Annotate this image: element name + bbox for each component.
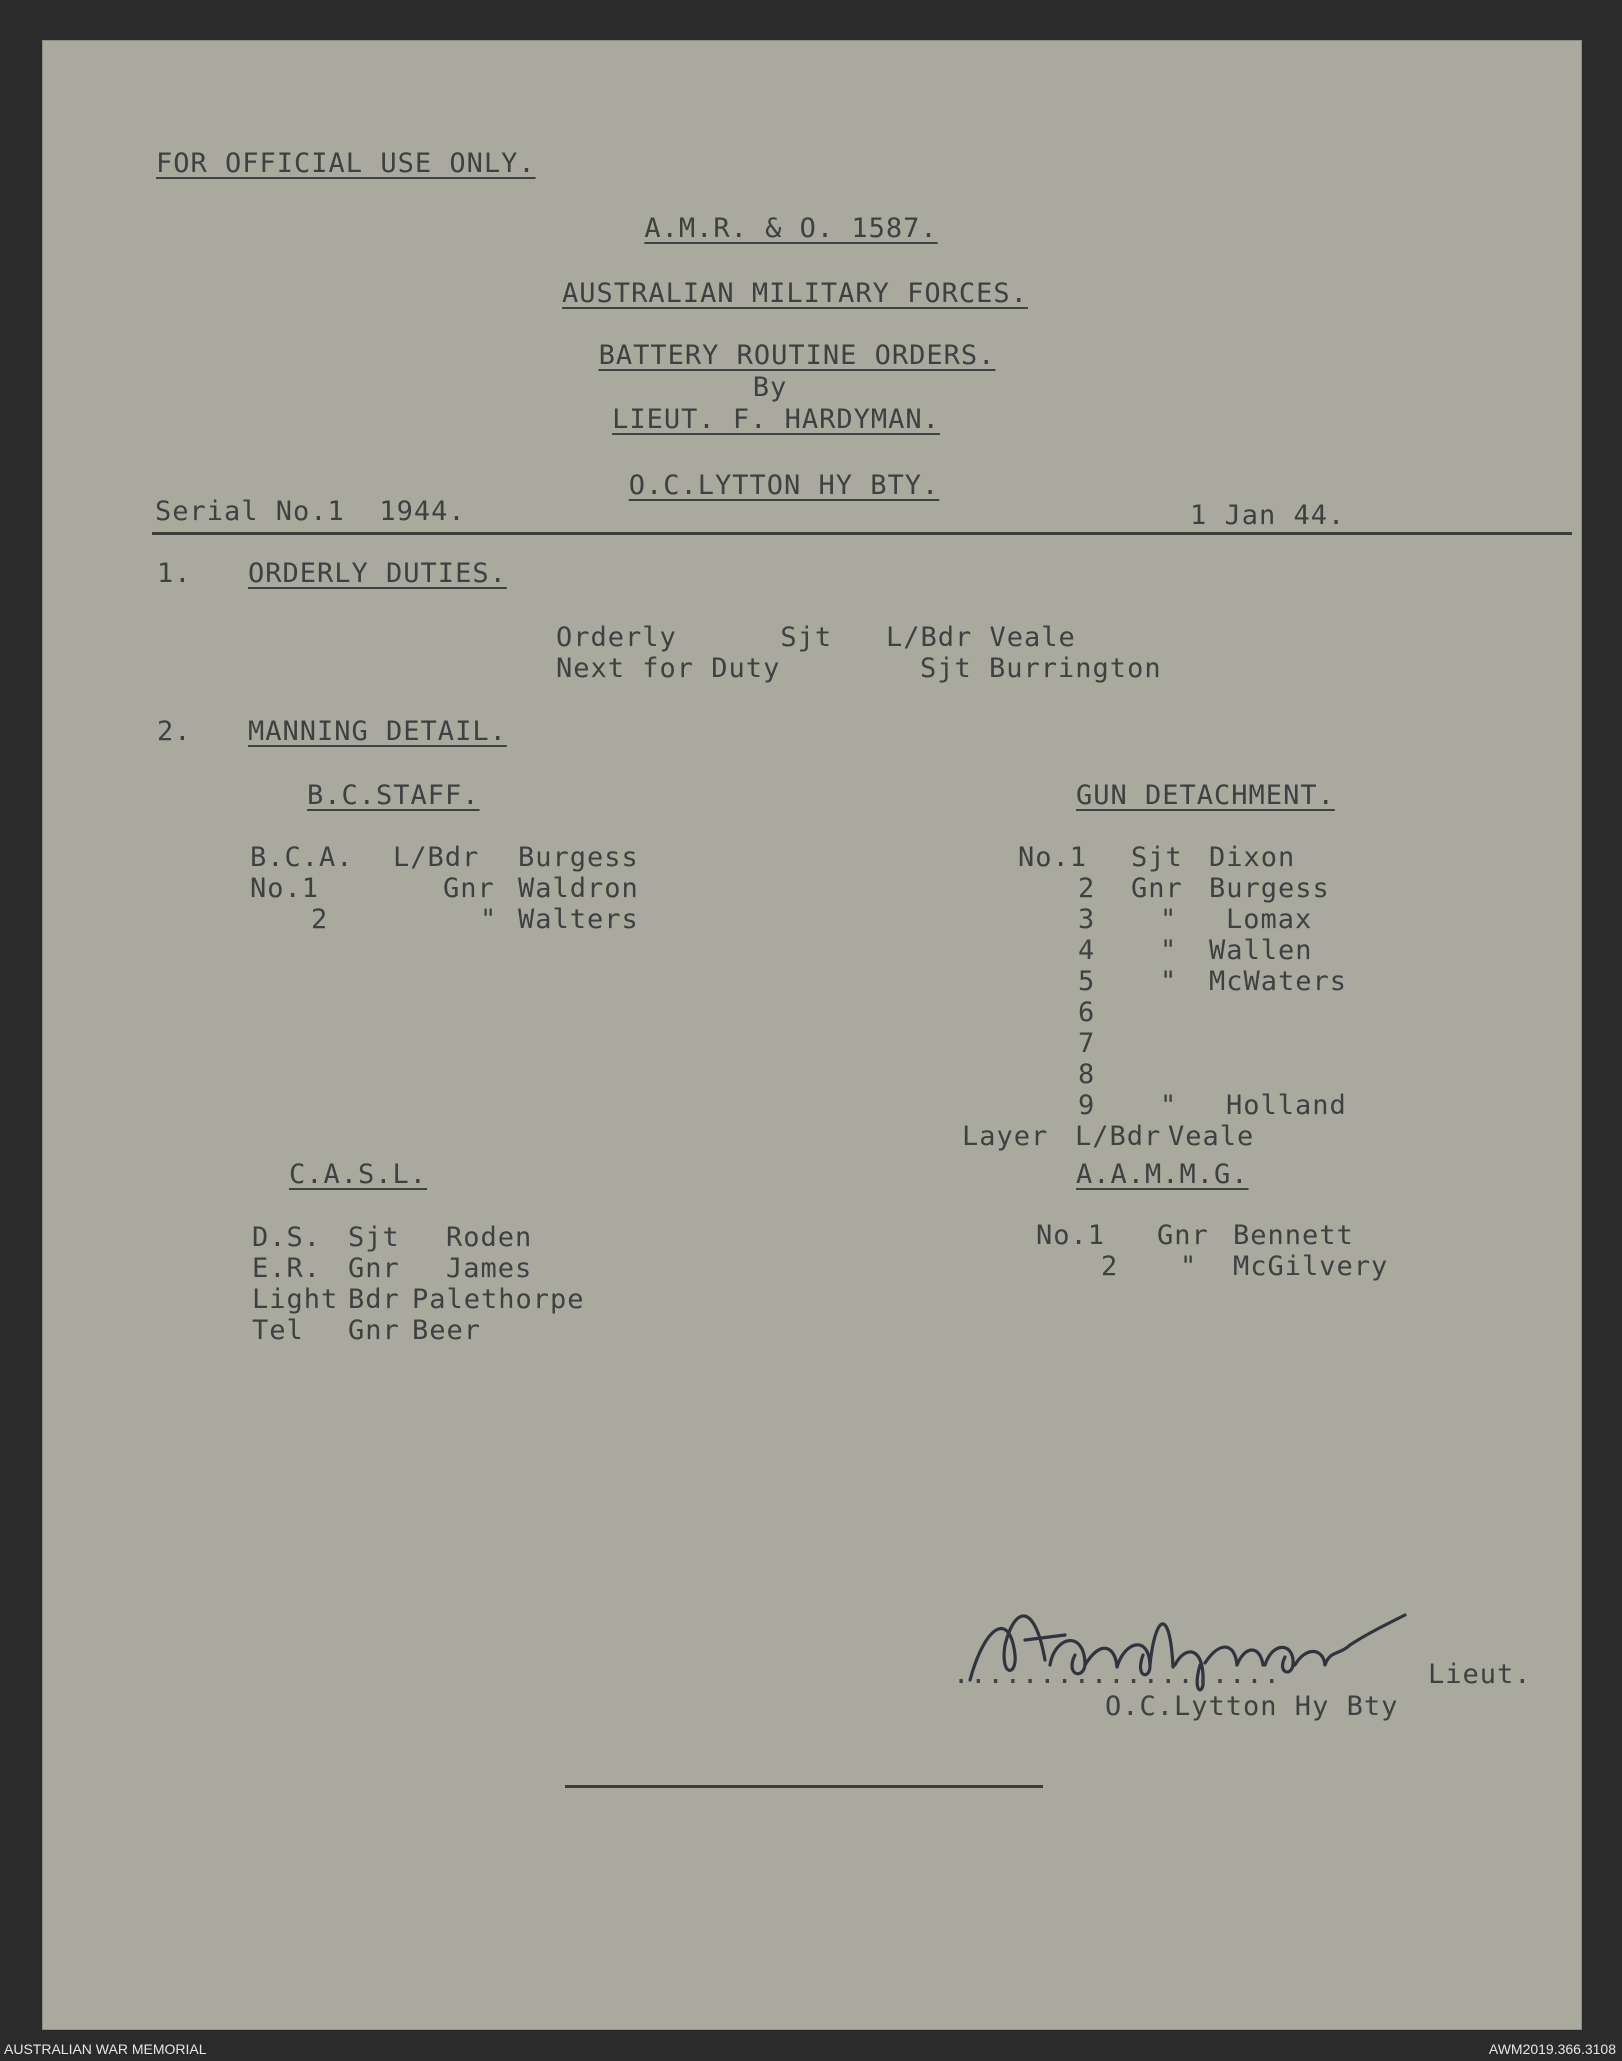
rank: Gnr [1131, 873, 1183, 904]
rank: Gnr [348, 1315, 400, 1346]
name: Veale [1168, 1121, 1255, 1152]
forces-title: AUSTRALIAN MILITARY FORCES. [562, 278, 1028, 309]
duty-role: Next for Duty [556, 653, 781, 684]
casl-title: C.A.S.L. [289, 1159, 428, 1190]
post: 7 [1078, 1028, 1096, 1059]
post: No.1 [1018, 842, 1088, 873]
signature-rank: Lieut. [1428, 1659, 1532, 1690]
post: 8 [1078, 1059, 1096, 1090]
name: James [446, 1253, 533, 1284]
post: Layer [962, 1121, 1049, 1152]
section-title: MANNING DETAIL. [248, 716, 507, 747]
rank: Gnr [443, 873, 495, 904]
post: B.C.A. [250, 842, 354, 873]
closing-rule [565, 1785, 1043, 1788]
name: Waldron [518, 873, 639, 904]
duty-name: Sjt Burrington [920, 653, 1162, 684]
rank: " [1160, 1090, 1178, 1121]
post: 6 [1078, 997, 1096, 1028]
name: Holland [1226, 1090, 1347, 1121]
name: Roden [446, 1222, 533, 1253]
name: Dixon [1209, 842, 1296, 873]
orders-title: BATTERY ROUTINE ORDERS. [598, 340, 996, 371]
name: Lomax [1226, 904, 1313, 935]
archive-footer-left: AUSTRALIAN WAR MEMORIAL [4, 2041, 207, 2057]
duty-name: L/Bdr Veale [886, 622, 1076, 653]
gun-detachment-title: GUN DETACHMENT. [1076, 780, 1335, 811]
by-line: By [752, 372, 788, 403]
name: Beer [412, 1315, 482, 1346]
form-reference: A.M.R. & O. 1587. [644, 213, 938, 244]
post: 3 [1078, 904, 1096, 935]
section-number: 2. [157, 716, 192, 747]
post: 2 [1078, 873, 1096, 904]
rank: " [1160, 904, 1178, 935]
section-number: 1. [157, 558, 192, 589]
name: Burgess [518, 842, 639, 873]
signature-dots: ................... [953, 1659, 1281, 1690]
post: 5 [1078, 966, 1096, 997]
name: McWaters [1209, 966, 1348, 997]
rank: Bdr [348, 1284, 400, 1315]
name: Wallen [1209, 935, 1313, 966]
document-page [42, 40, 1582, 2030]
name: Walters [518, 904, 639, 935]
signature-unit: O.C.Lytton Hy Bty [1105, 1691, 1399, 1722]
rank: Sjt [348, 1222, 400, 1253]
post: 2 [1101, 1251, 1119, 1282]
rank: " [480, 904, 498, 935]
rank: " [1160, 966, 1178, 997]
post: D.S. [252, 1222, 322, 1253]
section-title: ORDERLY DUTIES. [248, 558, 507, 589]
post: E.R. [252, 1253, 322, 1284]
rank: Sjt [1131, 842, 1183, 873]
post: 9 [1078, 1090, 1096, 1121]
post: No.1 [1036, 1220, 1106, 1251]
header-divider [152, 532, 1572, 535]
bc-staff-title: B.C.STAFF. [307, 780, 480, 811]
name: McGilvery [1233, 1251, 1389, 1282]
order-date: 1 Jan 44. [1190, 500, 1346, 531]
post: 4 [1078, 935, 1096, 966]
post: Light [252, 1284, 339, 1315]
post: 2 [311, 904, 329, 935]
rank: L/Bdr [1075, 1121, 1162, 1152]
post: Tel [252, 1315, 304, 1346]
duty-role: Orderly Sjt [556, 622, 833, 653]
post: No.1 [250, 873, 320, 904]
rank: " [1180, 1251, 1198, 1282]
name: Bennett [1233, 1220, 1354, 1251]
serial-number: Serial No.1 1944. [155, 496, 466, 527]
name: Palethorpe [412, 1284, 585, 1315]
rank: " [1160, 935, 1178, 966]
issuer-line: LIEUT. F. HARDYMAN. [612, 404, 940, 435]
name: Burgess [1209, 873, 1330, 904]
classification-line: FOR OFFICIAL USE ONLY. [156, 148, 536, 179]
rank: L/Bdr [393, 842, 480, 873]
rank: Gnr [1157, 1220, 1209, 1251]
rank: Gnr [348, 1253, 400, 1284]
unit-line: O.C.LYTTON HY BTY. [628, 470, 940, 501]
archive-footer-right: AWM2019.366.3108 [1488, 2041, 1616, 2057]
aammg-title: A.A.M.M.G. [1076, 1159, 1249, 1190]
